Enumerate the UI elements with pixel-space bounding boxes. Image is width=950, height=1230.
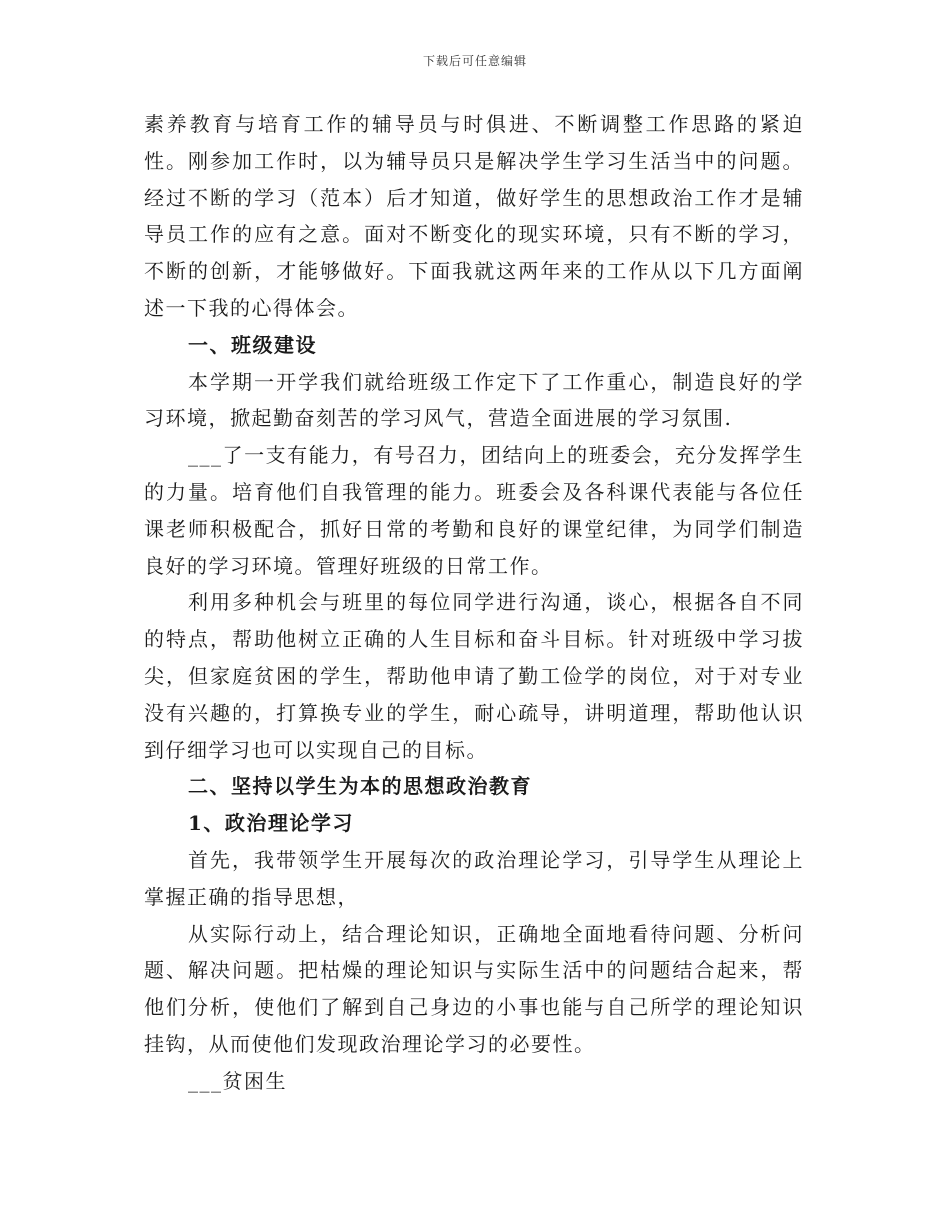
paragraph-practical-action: 从实际行动上，结合理论知识，正确地全面地看待问题、分析问题、解决问题。把枯燥的理论知识与实际生活中的问题结合起来，帮他们分析，使他们了解到自己身边的小事也能与自己所学的理论知识挂钩，从而使他们发现政治理论学习的必要性。 — [144, 921, 804, 1056]
document-body — [144, 106, 804, 1100]
paragraph-poor-students: ___贫困生 — [188, 1068, 287, 1093]
paragraph-intro: 素养教育与培育工作的辅导员与时俱进、不断调整工作思路的紧迫性。刚参加工作时，以为辅导员只是解决学生学习生活当中的问题。经过不断的学习（范本）后才知道，做好学生的思想政治工作才是辅导员工作的应有之意。面对不断变化的现实环境，只有不断的学习，不断的创新，才能够做好。下面我就这两年来的工作从以下几方面阐述一下我的心得体会。 — [144, 112, 804, 320]
subsection-heading-theory-study: 1、政治理论学习 — [188, 811, 354, 836]
paragraph-class-committee: ___了一支有能力，有号召力，团结向上的班委会，充分发挥学生的力量。培育他们自我管理的能力。班委会及各科课代表能与各位任课老师积极配合，抓好日常的考勤和良好的课堂纪律，为同学们制造良好的学习环境。管理好班级的日常工作。 — [144, 443, 804, 578]
paragraph-communication: 利用多种机会与班里的每位同学进行沟通，谈心，根据各自不同的特点，帮助他树立正确的人生目标和奋斗目标。针对班级中学习拔尖，但家庭贫困的学生，帮助他申请了勤工俭学的岗位，对于对专业没有兴趣的，打算换专业的学生，耐心疏导，讲明道理，帮助他认识到仔细学习也可以实现自己的目标。 — [144, 590, 804, 762]
section-heading-political-education: 二、坚持以学生为本的思想政治教育 — [188, 774, 532, 799]
header-note: 下载后可任意编辑 — [422, 54, 527, 68]
section-heading-class-building: 一、班级建设 — [188, 332, 317, 357]
paragraph-semester-focus: 本学期一开学我们就给班级工作定下了工作重心，制造良好的学习环境，掀起勤奋刻苦的学习风气，营造全面进展的学习氛围. — [144, 369, 804, 431]
paragraph-theory-lead: 首先，我带领学生开展每次的政治理论学习，引导学生从理论上掌握正确的指导思想， — [144, 847, 804, 909]
